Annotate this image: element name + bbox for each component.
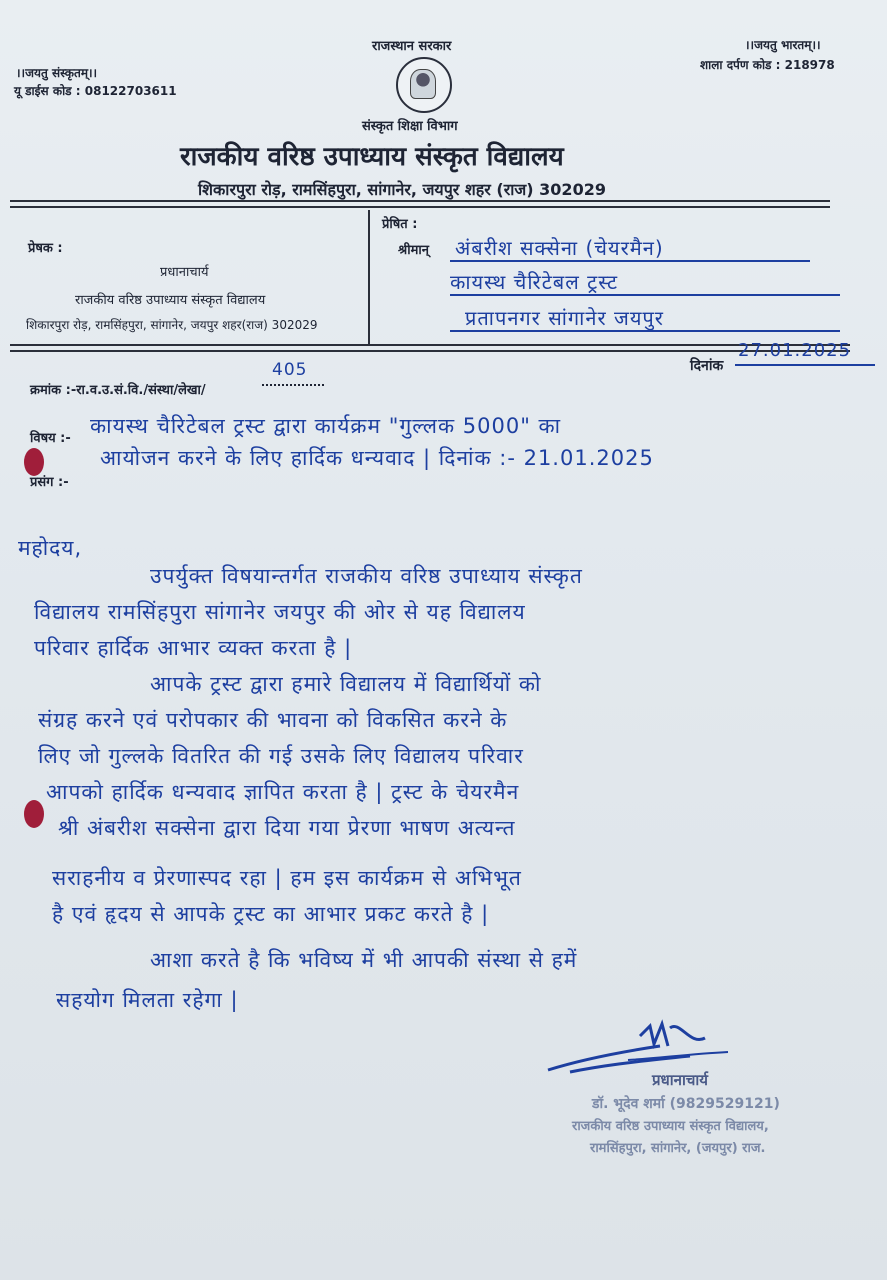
date-label: दिनांक (690, 358, 724, 374)
left-motto: ।।जयतु संस्कृतम्।। (16, 66, 98, 80)
header-rule-bottom (10, 344, 850, 346)
body-line: आपके ट्रस्ट द्वारा हमारे विद्यालय में विद्यार्थियों को (150, 672, 542, 696)
recipient-line1-underline (450, 260, 810, 262)
recipient-line3-underline (450, 330, 840, 332)
header-rule-top (10, 200, 830, 202)
date-underline (735, 364, 875, 366)
department-label: संस्कृत शिक्षा विभाग (362, 119, 458, 134)
address-block-divider (368, 210, 370, 346)
ref-number-dots (262, 384, 324, 386)
school-address: शिकारपुरा रोड़, रामसिंहपुरा, सांगानेर, जयपुर शहर (राज) 302029 (198, 180, 606, 199)
body-line: है एवं हृदय से आपके ट्रस्ट का आभार प्रकट करते है | (52, 902, 490, 926)
sender-address: शिकारपुरा रोड़, रामसिंहपुरा, सांगानेर, जयपुर शहर(राज) 302029 (26, 318, 318, 332)
salutation: महोदय, (18, 536, 83, 560)
sender-school: राजकीय वरिष्ठ उपाध्याय संस्कृत विद्यालय (75, 293, 266, 308)
recipient-org: कायस्थ चैरिटेबल ट्रस्ट (450, 270, 619, 294)
body-line: सराहनीय व प्रेरणास्पद रहा | हम इस कार्यक्रम से अभिभूत (52, 866, 522, 890)
sender-label: प्रेषक : (28, 241, 63, 256)
subject-label: विषय :- (30, 431, 71, 446)
subject-line1: कायस्थ चैरिटेबल ट्रस्ट द्वारा कार्यक्रम "गुल्लक 5000" का (90, 414, 562, 438)
stamp-line-1: डॉ. भूदेव शर्मा (9829529121) (592, 1096, 780, 1112)
govt-label: राजस्थान सरकार (372, 39, 452, 54)
signature-scribble (540, 1016, 740, 1078)
recipient-label: प्रेषित : (382, 217, 418, 232)
header-rule-bottom2 (10, 350, 850, 352)
body-line: आशा करते है कि भविष्य में भी आपकी संस्था से हमें (150, 948, 578, 972)
body-line: उपर्युक्त विषयान्तर्गत राजकीय वरिष्ठ उपाध्याय संस्कृत (150, 564, 583, 588)
punch-hole-middle (24, 800, 44, 828)
body-line: लिए जो गुल्लके वितरित की गई उसके लिए विद्यालय परिवार (38, 744, 524, 768)
prasang-label: प्रसंग :- (30, 475, 69, 490)
signature-designation: प्रधानाचार्य (652, 1071, 708, 1089)
body-line: आपको हार्दिक धन्यवाद ज्ञापित करता है | ट्रस्ट के चेयरमैन (46, 780, 520, 804)
ref-number-label: क्रमांक :-रा.व.उ.सं.वि./संस्था/लेखा/ (30, 383, 206, 398)
body-line: संग्रह करने एवं परोपकार की भावना को विकसित करने के (38, 708, 508, 732)
emblem-seal (396, 57, 452, 113)
subject-line2: आयोजन करने के लिए हार्दिक धन्यवाद | दिनांक :- 21.01.2025 (100, 446, 654, 470)
shala-darpan-code: शाला दर्पण कोड : 218978 (700, 58, 835, 72)
ref-number-value: 405 (272, 360, 308, 380)
recipient-prefix: श्रीमान् (398, 243, 429, 258)
body-line: परिवार हार्दिक आभार व्यक्त करता है | (34, 636, 353, 660)
body-line: विद्यालय रामसिंहपुरा सांगानेर जयपुर की ओर से यह विद्यालय (34, 600, 526, 624)
school-name: राजकीय वरिष्ठ उपाध्याय संस्कृत विद्यालय (180, 142, 564, 172)
sender-designation: प्रधानाचार्य (160, 265, 209, 280)
recipient-city: प्रतापनगर सांगानेर जयपुर (465, 306, 664, 330)
body-line: सहयोग मिलता रहेगा | (56, 988, 239, 1012)
date-value: 27.01.2025 (738, 340, 852, 361)
recipient-line2-underline (450, 294, 840, 296)
header-rule-top2 (10, 206, 830, 208)
body-line: श्री अंबरीश सक्सेना द्वारा दिया गया प्रेरणा भाषण अत्यन्त (58, 816, 516, 840)
stamp-line-2: राजकीय वरिष्ठ उपाध्याय संस्कृत विद्यालय, (572, 1119, 769, 1134)
udise-code: यू डाईस कोड : 08122703611 (14, 84, 177, 98)
recipient-name: अंबरीश सक्सेना (चेयरमैन) (455, 236, 664, 260)
punch-hole-top (24, 448, 44, 476)
right-motto: ।।जयतु भारतम्।। (745, 38, 821, 52)
stamp-line-3: रामसिंहपुरा, सांगानेर, (जयपुर) राज. (590, 1141, 766, 1156)
